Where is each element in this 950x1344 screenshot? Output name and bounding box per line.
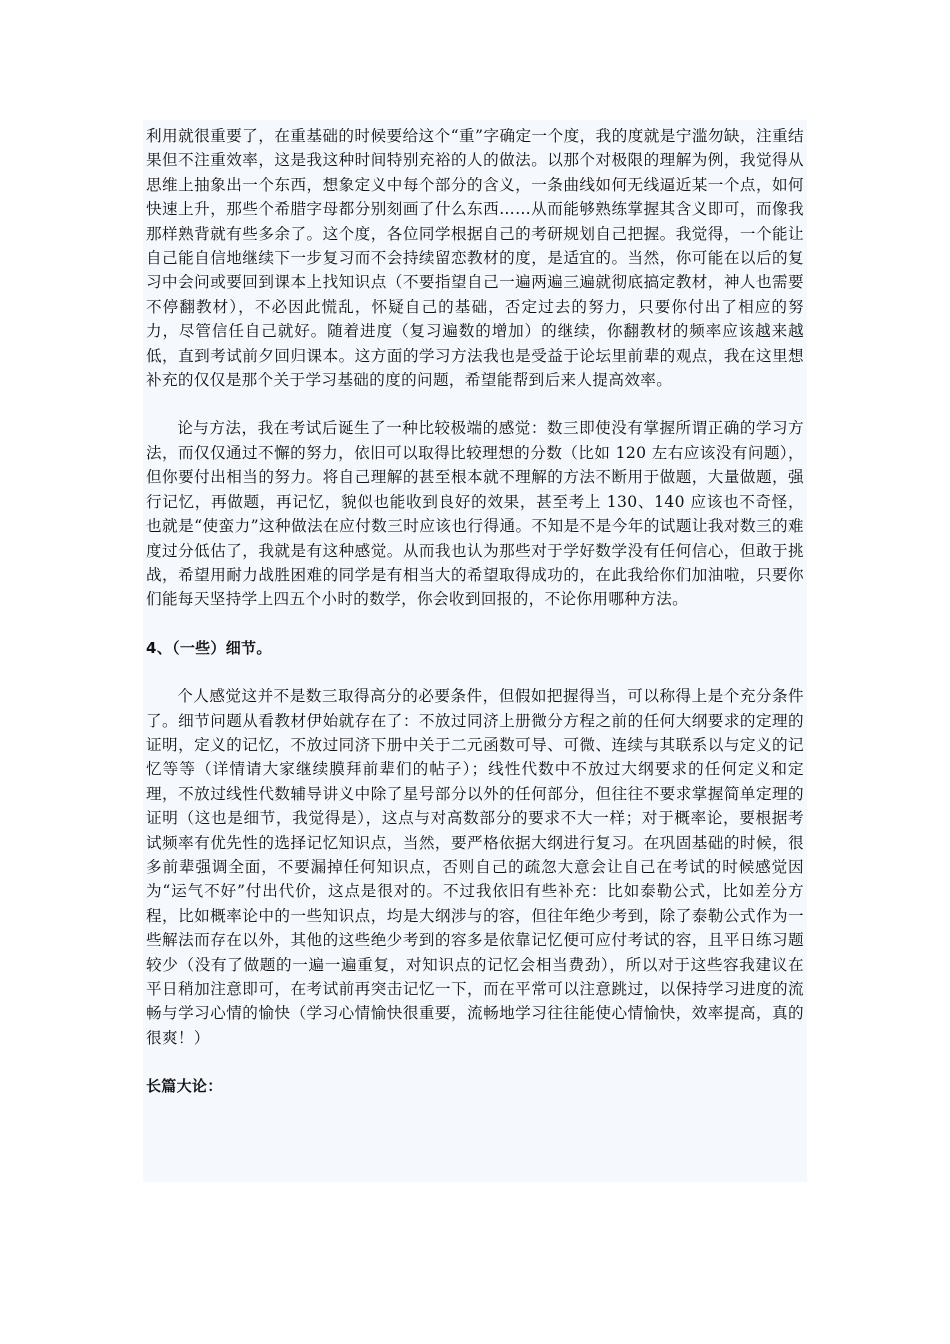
paragraph-basics-degree: 利用就很重要了，在重基础的时候要给这个“重”字确定一个度，我的度就是宁滥勿缺，注重结果但不注重效率，这是我这种时间特别充裕的人的做法。以那个对极限的理解为例，我觉得从思维上抽象出一个东西，想象定义中每个部分的含义，一条曲线如何无线逼近某一个点，如何快速上升，那些个希腊字母都分别刻画了什么东西……从而能够熟练掌握其含义即可，而像我那样熟背就有些多余了。这个度，各位同学根据自己的考研规划自己把握。我觉得，一个能让自己能自信地继续下一步复习而不会持续留恋教材的度，是适宜的。当然，你可能在以后的复习中会问或要回到课本上找知识点（不要指望自己一遍两遍三遍就彻底搞定教材，神人也需要不停翻教材），不必因此慌乱，怀疑自己的基础，否定过去的努力，只要你付出了相应的努力，尽管信任自己就好。随着进度（复习遍数的增加）的继续，你翻教材的频率应该越来越低，直到考试前夕回归课本。这方面的学习方法我也是受益于论坛里前辈的观点，我在这里想补充的仅仅是那个关于学习基础的度的问题，希望能帮到后来人提高效率。 [146, 127, 804, 390]
paragraph-method-theory: 论与方法，我在考试后诞生了一种比较极端的感觉：数三即使没有掌握所谓正确的学习方法，而仅仅通过不懈的努力，依旧可以取得比较理想的分数（比如 120 左右应该没有问题），但你要付出相当的努力。将自己理解的甚至根本就不理解的方法不断用于做题，大量做题，强行记忆，再做题，再记忆，貌似也能收到良好的效果，甚至考上 130、140 应该也不奇怪，也就是“使蛮力”这种做法在应付数三时应该也行得通。不知是不是今年的试题让我对数三的难度过分低估了，我就是有这种感觉。从而我也认为那些对于学好数学没有任何信心，但敢于挑战，希望用耐力战胜困难的同学是有相当大的希望取得成功的，在此我给你们加油啦，只要你们能每天坚持学上四五个小时的数学，你会收到回报的，不论你用哪种方法。 [146, 419, 804, 609]
document-body [146, 124, 804, 1099]
paragraph-gap [146, 612, 804, 636]
paragraph-gap [146, 392, 804, 416]
paragraph-details: 个人感觉这并不是数三取得高分的必要条件，但假如把握得当，可以称得上是个充分条件了。细节问题从看教材伊始就存在了：不放过同济上册微分方程之前的任何大纲要求的定理的证明，定义的记忆，不放过同济下册中关于二元函数可导、可微、连续与其联系以与定义的记忆等等（详情请大家继续膜拜前辈们的帖子）；线性代数中不放过大纲要求的任何定义和定理，不放过线性代数辅导讲义中除了星号部分以外的任何部分，但往往不要求掌握简单定理的证明（这也是细节，我觉得是），这点与对高数部分的要求不大一样；对于概率论，要根据考试频率有优先性的选择记忆知识点，当然，要严格依据大纲进行复习。在巩固基础的时候，很多前辈强调全面，不要漏掉任何知识点，否则自己的疏忽大意会让自己在考试的时候感觉因为“运气不好”付出代价，这点是很对的。不过我依旧有些补充：比如泰勒公式，比如差分方程，比如概率论中的一些知识点，均是大纲涉与的容，但往年绝少考到，除了泰勒公式作为一些解法而存在以外，其他的这些绝少考到的容多是依靠记忆便可应付考试的容，且平日练习题较少（没有了做题的一遍一遍重复，对知识点的记忆会相当费劲），所以对于这些容我建议在平日稍加注意即可，在考试前再突击记忆一下，而在平常可以注意跳过，以保持学习进度的流畅与学习心情的愉快（学习心情愉快很重要，流畅地学习往往能使心情愉快，效率提高，真的很爽！） [146, 687, 804, 1047]
section-heading-long-discussion: 长篇大论： [146, 1077, 223, 1096]
section-heading-details: 4、（一些）细节。 [146, 638, 272, 657]
paragraph-gap [146, 660, 804, 684]
paragraph-gap [146, 1050, 804, 1074]
